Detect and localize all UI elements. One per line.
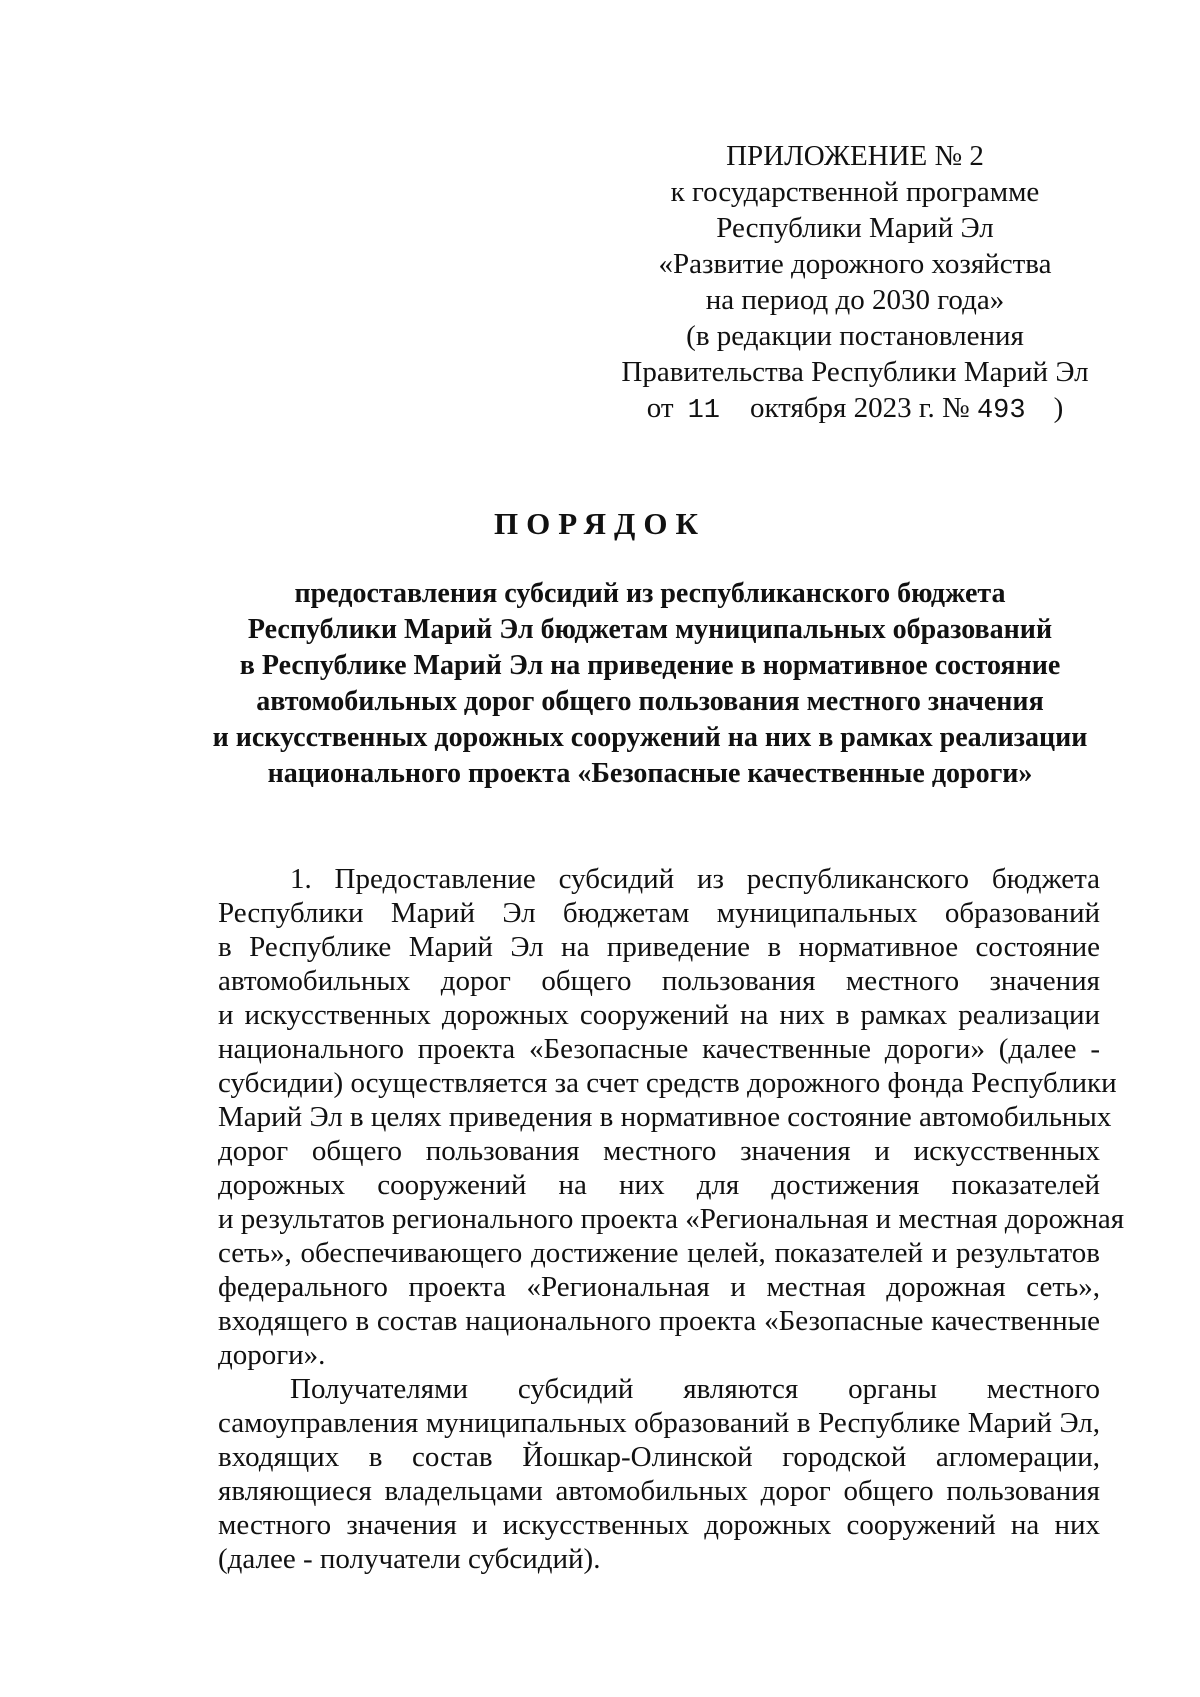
date-day: 11 xyxy=(687,396,720,426)
body-line: субсидии) осуществляется за счет средств дорожного фонда Республики xyxy=(218,1067,1117,1099)
body-line: являющиеся владельцами автомобильных дорог общего пользования xyxy=(218,1475,1100,1507)
body-line: Получателями субсидий являются органы местного xyxy=(290,1373,1100,1405)
document-subtitle xyxy=(190,576,1110,792)
body-line: сеть», обеспечивающего достижение целей, показателей и результатов xyxy=(218,1237,1100,1269)
subtitle-line: автомобильных дорог общего пользования местного значения xyxy=(256,686,1044,717)
body-line: федерального проекта «Региональная и местная дорожная сеть», xyxy=(218,1271,1100,1303)
body-line: самоуправления муниципальных образований в Республике Марий Эл, xyxy=(218,1407,1100,1439)
appendix-program-name: «Развитие дорожного хозяйства xyxy=(658,248,1052,280)
subtitle-line: и искусственных дорожных сооружений на них в рамках реализации xyxy=(212,722,1088,753)
body-line: входящих в состав Йошкар-Олинской городской агломерации, xyxy=(218,1441,1100,1473)
appendix-program-ref: к государственной программе xyxy=(670,176,1040,208)
body-line: дорог общего пользования местного значения и искусственных xyxy=(218,1135,1100,1167)
subtitle-line: Республики Марий Эл бюджетам муниципальных образований xyxy=(247,614,1053,645)
appendix-government: Правительства Республики Марий Эл xyxy=(621,356,1089,388)
body-line: Республики Марий Эл бюджетам муниципальных образований xyxy=(218,897,1100,929)
body-line: местного значения и искусственных дорожных сооружений на них xyxy=(218,1509,1100,1541)
appendix-region: Республики Марий Эл xyxy=(716,212,994,244)
body-line: национального проекта «Безопасные качественные дороги» (далее - xyxy=(218,1033,1100,1065)
paragraph-2 xyxy=(218,1372,1100,1576)
appendix-label: ПРИЛОЖЕНИЕ № 2 xyxy=(726,140,984,172)
resolution-number: 493 xyxy=(976,396,1026,426)
appendix-date-line xyxy=(608,390,1102,429)
subtitle-line: национального проекта «Безопасные качественные дороги» xyxy=(267,758,1033,789)
subtitle-line: в Республике Марий Эл на приведение в нормативное состояние xyxy=(239,650,1061,681)
date-prefix: от xyxy=(646,392,674,424)
document-title: ПОРЯДОК xyxy=(494,506,706,541)
appendix-edition-note: (в редакции постановления xyxy=(686,320,1024,352)
body-line: 1. Предоставление субсидий из республиканского бюджета xyxy=(290,863,1100,895)
date-rest: октября 2023 г. № xyxy=(749,392,970,424)
body-line: Марий Эл в целях приведения в нормативное состояние автомобильных xyxy=(218,1101,1112,1133)
appendix-header xyxy=(608,138,1102,429)
appendix-period: на период до 2030 года» xyxy=(705,284,1005,316)
body-line: автомобильных дорог общего пользования местного значения xyxy=(218,965,1100,997)
subtitle-line: предоставления субсидий из республиканского бюджета xyxy=(294,578,1006,609)
body-line: (далее - получатели субсидий). xyxy=(218,1543,601,1575)
document-body xyxy=(218,862,1125,1576)
body-line: дороги». xyxy=(218,1339,326,1371)
paragraph-1 xyxy=(218,862,1125,1372)
close-paren: ) xyxy=(1053,392,1064,424)
body-line: и искусственных дорожных сооружений на них в рамках реализации xyxy=(218,999,1100,1031)
body-line: дорожных сооружений на них для достижения показателей xyxy=(218,1169,1100,1201)
body-line: и результатов регионального проекта «Региональная и местная дорожная xyxy=(218,1203,1125,1235)
body-line: в Республике Марий Эл на приведение в нормативное состояние xyxy=(218,931,1100,963)
body-line: входящего в состав национального проекта «Безопасные качественные xyxy=(218,1305,1100,1337)
